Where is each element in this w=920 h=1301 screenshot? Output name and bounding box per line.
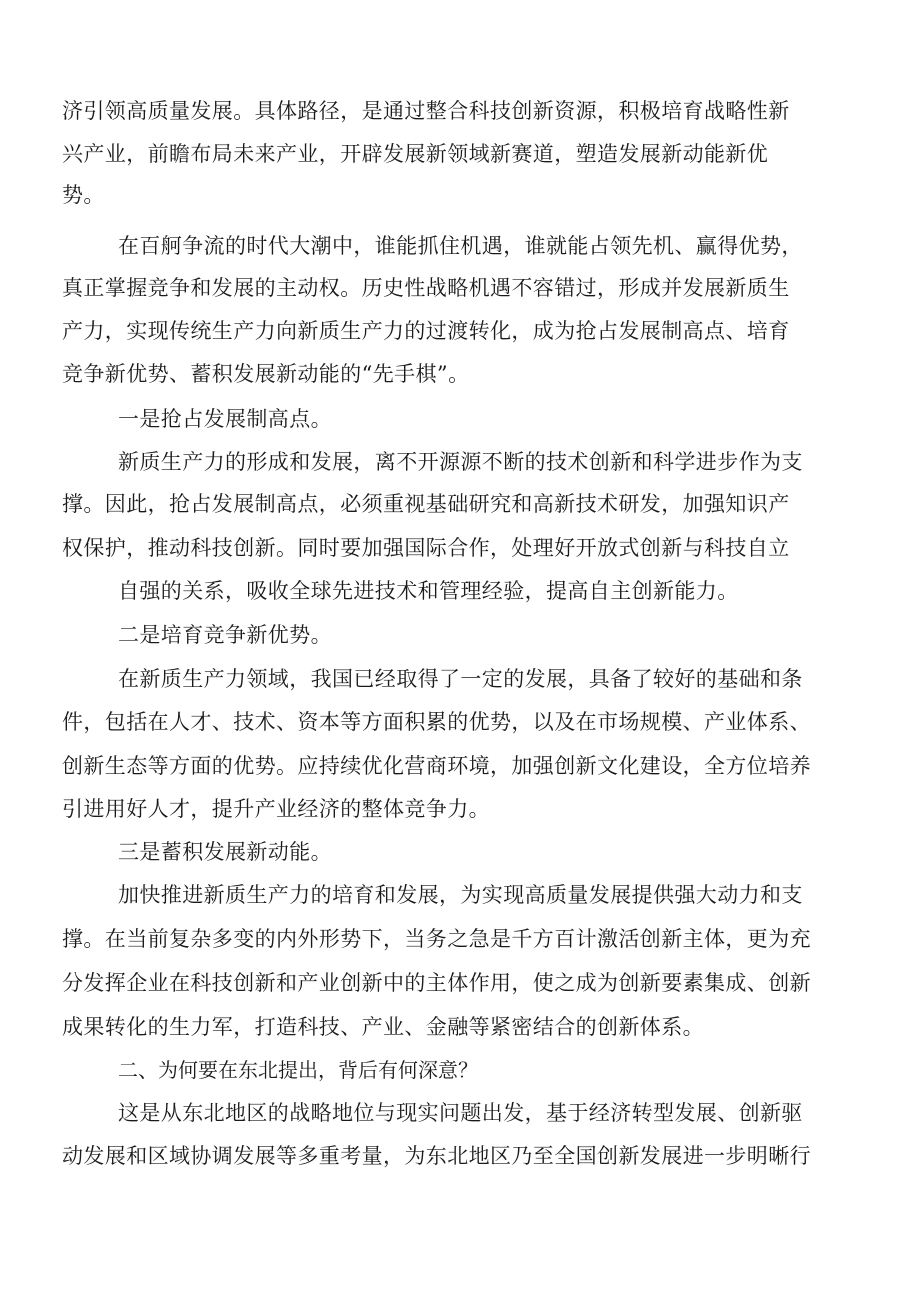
text-line: 这是从东北地区的战略地位与现实问题出发，基于经济转型发展、创新驱 — [118, 1101, 803, 1125]
text-line: 竞争新优势、蓄积发展新动能的“先手棋”。 — [62, 362, 470, 386]
text-line: 自强的关系，吸收全球先进技术和管理经验，提高自主创新能力。 — [118, 579, 739, 603]
section-heading: 二、为何要在东北提出，背后有何深意？ — [118, 1058, 478, 1082]
text-line: 兴产业，前瞻布局未来产业，开辟发展新领域新赛道，塑造发展新动能新优 — [62, 142, 769, 166]
text-line: 动发展和区域协调发展等多重考量，为东北地区乃至全国创新发展进一步明晰行 — [62, 1144, 811, 1168]
text-line: 济引领高质量发展。具体路径，是通过整合科技创新资源，积极培育战略性新 — [62, 99, 790, 123]
text-line: 成果转化的生力军，打造科技、产业、金融等紧密结合的创新体系。 — [62, 1015, 704, 1039]
subheading: 一是抢占发展制高点。 — [118, 407, 332, 431]
text-line: 新质生产力的形成和发展，离不开源源不断的技术创新和科学进步作为支 — [118, 450, 803, 474]
text-line: 撑。在当前复杂多变的内外形势下，当务之急是千方百计激活创新主体，更为充 — [62, 927, 811, 951]
text-line: 权保护，推动科技创新。同时要加强国际合作，处理好开放式创新与科技自立 — [62, 536, 790, 560]
text-line: 分发挥企业在科技创新和产业创新中的主体作用，使之成为创新要素集成、创新 — [62, 971, 811, 995]
text-line: 势。 — [62, 183, 105, 207]
text-line: 加快推进新质生产力的培育和发展，为实现高质量发展提供强大动力和支 — [118, 883, 803, 907]
text-line: 真正掌握竞争和发展的主动权。历史性战略机遇不容错过，形成并发展新质生 — [62, 276, 790, 300]
text-line: 撑。因此，抢占发展制高点，必须重视基础研究和高新技术研发，加强知识产 — [62, 492, 790, 516]
text-line: 产力，实现传统生产力向新质生产力的过渡转化，成为抢占发展制高点、培育 — [62, 319, 790, 343]
subheading: 三是蓄积发展新动能。 — [118, 840, 332, 864]
text-line: 创新生态等方面的优势。应持续优化营商环境，加强创新文化建设，全方位培养 — [62, 754, 811, 778]
text-line: 在新质生产力领域，我国已经取得了一定的发展，具备了较好的基础和条 — [118, 667, 803, 691]
text-line: 件，包括在人才、技术、资本等方面积累的优势，以及在市场规模、产业体系、 — [62, 710, 811, 734]
subheading: 二是培育竞争新优势。 — [118, 623, 332, 647]
text-line: 在百舸争流的时代大潮中，谁能抓住机遇，谁就能占领先机、赢得优势， — [118, 234, 803, 258]
text-line: 引进用好人才，提升产业经济的整体竞争力。 — [62, 797, 490, 821]
